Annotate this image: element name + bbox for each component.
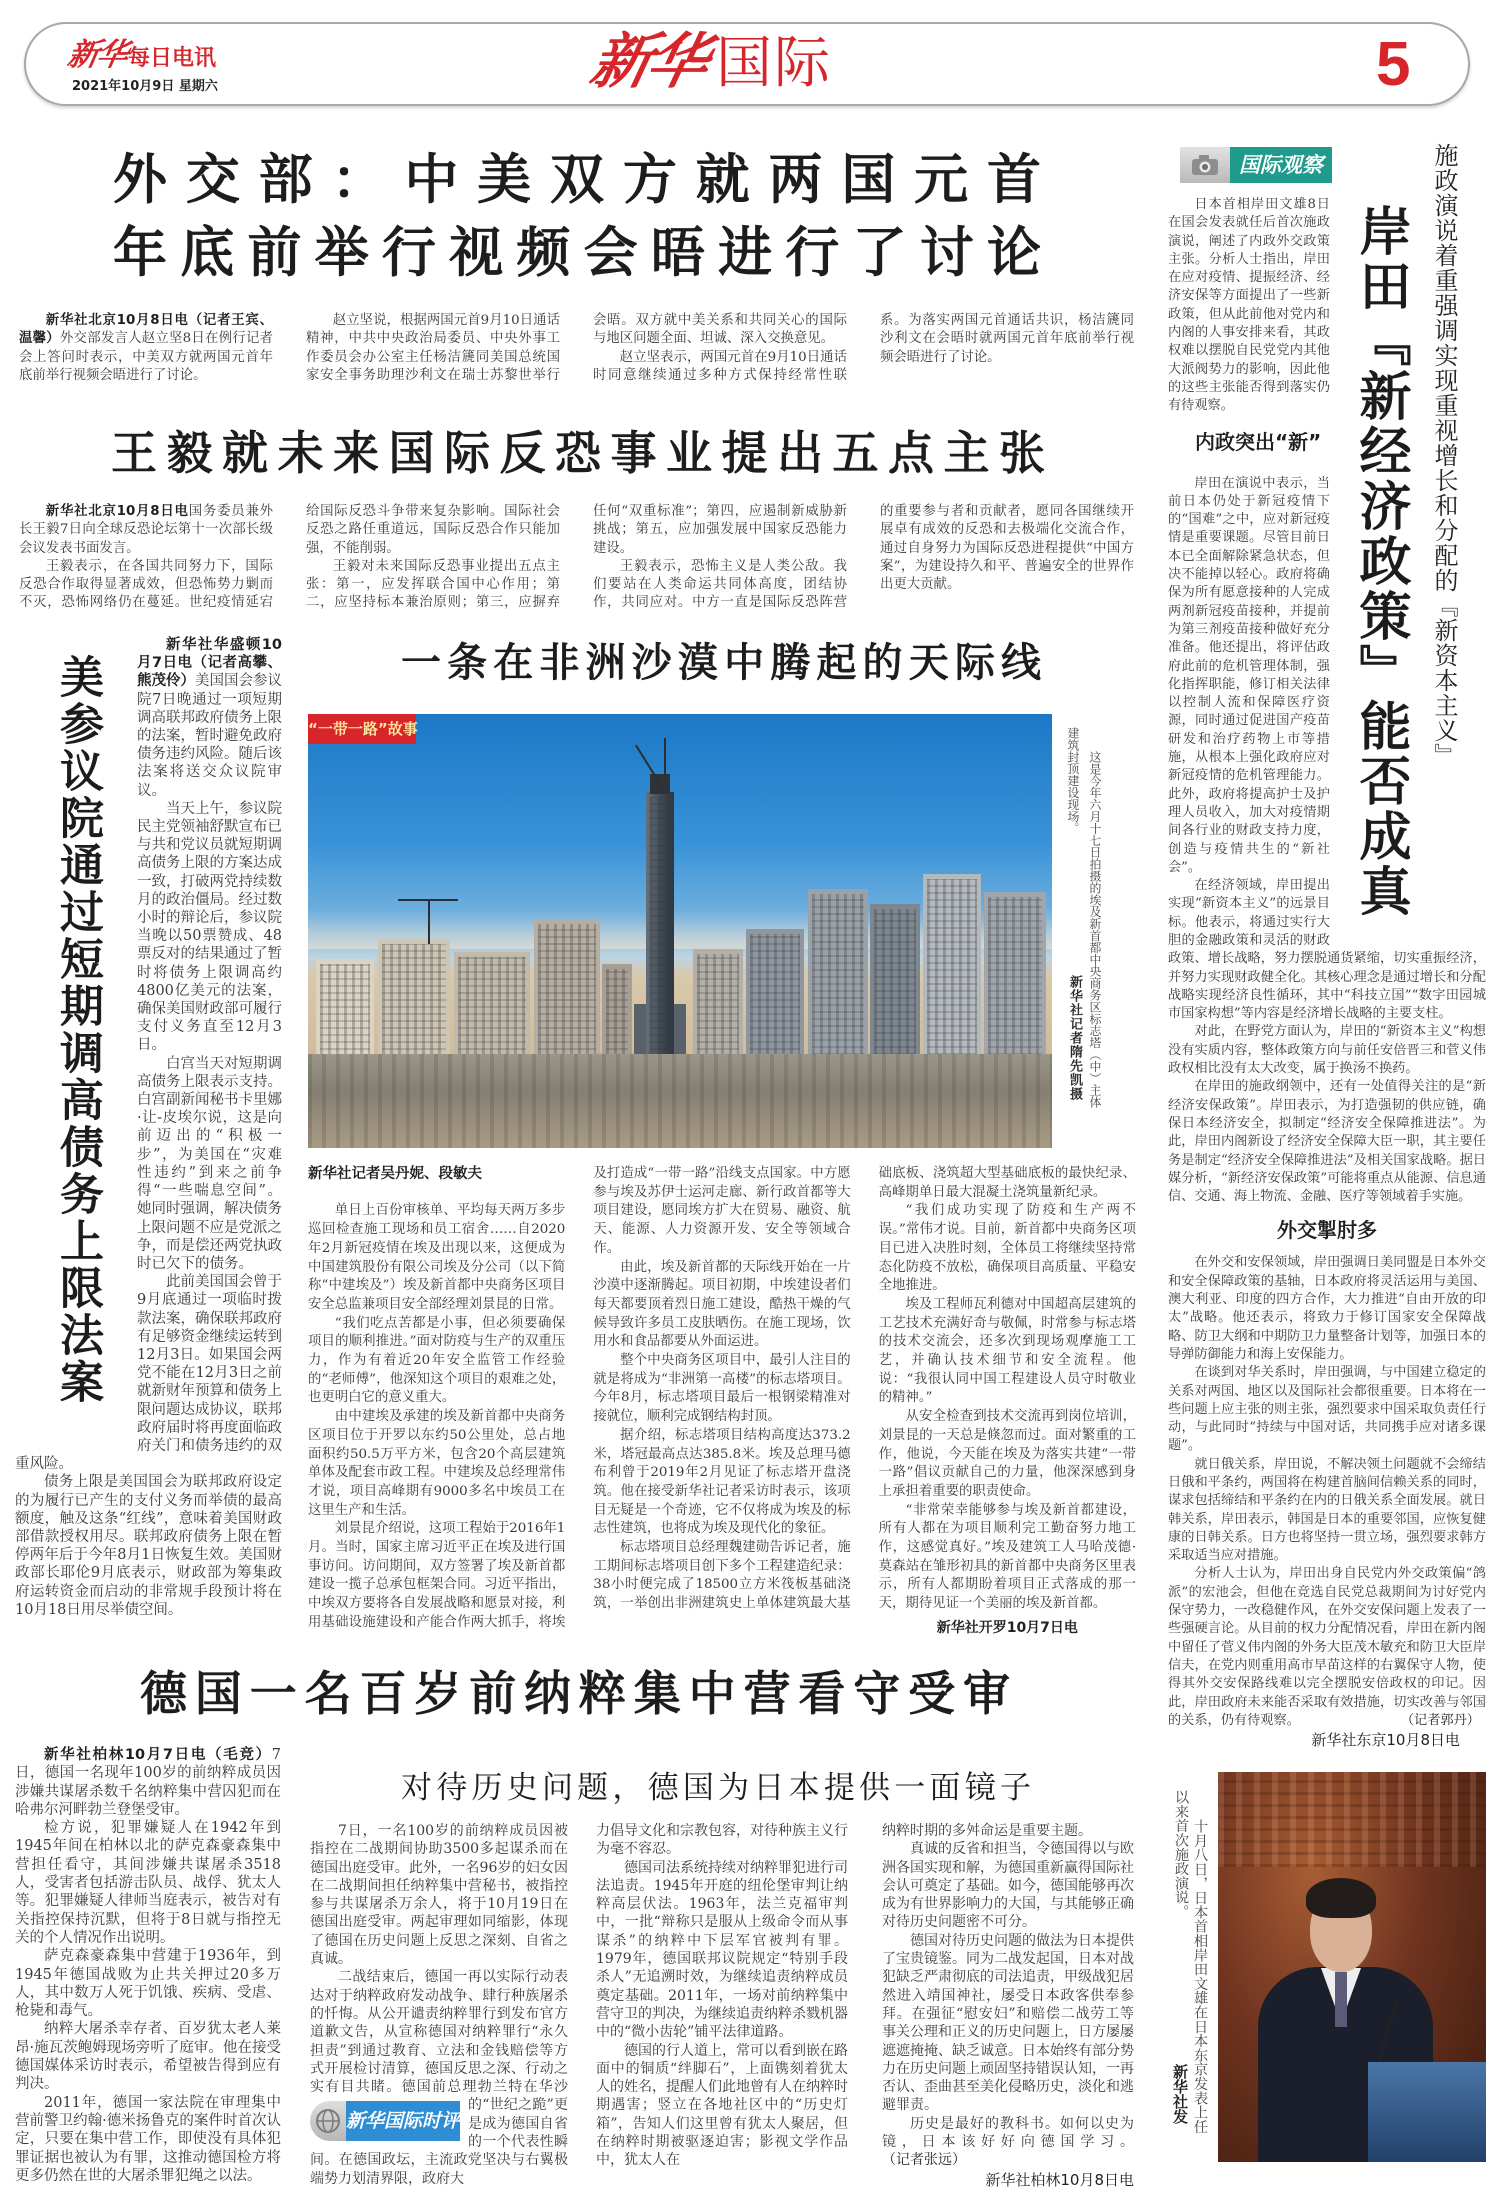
building-shape bbox=[454, 952, 530, 1064]
paragraph bbox=[15, 1746, 281, 1819]
paragraph: 据介绍，标志塔项目结构高度达373.2米，塔冠最高点达385.8米。埃及总理马德布利曾于2019年2月见证了标志塔开盘浇筑。他在接受新华社记者采访时表示，该项目无疑是一个奇迹，它不仅将成为埃及的标志性建筑，也将成为埃及现代化的象征。 bbox=[593, 1427, 851, 1537]
paragraph: 德国的行人道上，常可以看到嵌在路面中的铜质“绊脚石”，上面镌刻着犹太人的姓名，提醒人们此地曾有人在纳粹时期遇害；竖立在各地社区中的“历史灯箱”，告知人们这里曾有犹太人聚居，但在纳粹时期被驱逐迫害；影视文学作品中，犹太人在 bbox=[596, 2042, 848, 2169]
paragraph: 7日，一名100岁的前纳粹成员因被指控在二战期间协助3500多起谋杀而在德国出庭受审。此外，一名96岁的妇女因在二战期间担任纳粹集中营秘书，被指控参与共谋屠杀万余人，将于10月19日在德国出庭受审。两起审理如同缩影，体现了德国在历史问题上反思之深刻、自省之真诚。 bbox=[310, 1823, 568, 1968]
page-number: 5 bbox=[1376, 30, 1411, 99]
building-shape bbox=[746, 929, 804, 1064]
egypt-photo-credit: 新华社记者隋先凯摄 bbox=[1067, 975, 1082, 1101]
paragraph: 白宫当天对短期调高债务上限表示支持。白宫副新闻秘书卡里娜·让-皮埃尔说，这是向前迈出的“积极一步”，为美国在“灾难性违约”到来之前争得“一些喘息空间”。她同时强调，解决债务上限问题不应是党派之争，而是偿还两党执政时已欠下的债务。 bbox=[137, 1055, 282, 1272]
dateline: 新华社开罗10月7日电 bbox=[936, 1619, 1078, 1636]
paragraph: 在外交和安保领域，岸田强调日美同盟是日本外交和安全保障政策的基轴，日本政府将灵活运用与美国、澳大利亚、印度的四方合作，大力推进“自由开放的印太”战略。他还表示，将致力于修订国家安全保障战略、防卫大纲和中期防卫力量整备计划等，加强日本的导弹防御能力和海上安保能力。 bbox=[1168, 1255, 1486, 1362]
masthead bbox=[24, 22, 1470, 106]
paragraph: 此前美国国会曾于9月底通过一项临时拨款法案，确保联邦政府有足够资金继续运转到12月3日。如果国会两党不能在12月3日之前就新财年预算和债务上限问题达成协议，联邦政府届时将再度面临政府关门和债务违约的双重风险。 bbox=[15, 1274, 282, 1473]
necktie bbox=[1335, 1972, 1347, 2027]
commentary-column-1 bbox=[310, 1822, 568, 2188]
iconic-tower bbox=[646, 792, 674, 1064]
paragraph-text: 7日，德国一名现年100岁的前纳粹成员因涉嫌共谋屠杀数千名纳粹集中营囚犯而在哈弗尔河畔勃兰登堡受审。 bbox=[15, 1747, 281, 1818]
kishida-photo-caption: 十月八日，日本首相岸田文雄在日本东京发表上任以来首次施政演说。 bbox=[1173, 1790, 1208, 2134]
dateline: 新华社柏林10月8日电 bbox=[985, 2170, 1134, 2189]
kishida-body bbox=[1168, 196, 1486, 1750]
paragraph-text: 历史是最好的教科书。如何以史为镜，日本该好好向德国学习。 bbox=[882, 2115, 1134, 2151]
issue-date: 2021年10月9日 星期六 bbox=[72, 79, 218, 94]
section-title bbox=[584, 27, 832, 109]
paragraph: 萨克森豪森集中营建于1936年，到1945年德国战败为止共关押过20多万人，其中数万人死于饥饿、疾病、受虐、枪毙和毒气。 bbox=[15, 1948, 281, 2020]
building-shape bbox=[534, 919, 600, 1064]
counter-terrorism-headline bbox=[111, 424, 1045, 482]
germany-trial-headline bbox=[140, 1666, 1010, 1724]
china-us-headline bbox=[113, 143, 1041, 289]
paragraph: 王毅表示，恐怖主义是人类公敌。我们要站在人类命运共同体高度，团结协作，共同应对。中方一直是国际反恐阵营的重要参与者和贡献者，愿同各国继续开展卓有成效的反恐和去极端化交流合作，通过自身努力为国际反恐进程提供“中国方案”，为建设持久和平、普遍安全的世界作出更大贡献。 bbox=[593, 504, 1134, 611]
paragraph bbox=[19, 503, 273, 558]
kishida-speech-photo bbox=[1218, 1772, 1486, 2162]
headline-line: 外交部：中美双方就两国元首 bbox=[113, 147, 1041, 211]
crane-mast bbox=[664, 738, 666, 778]
tower-crown bbox=[650, 774, 670, 794]
us-debt-headline-area bbox=[15, 636, 137, 1438]
paragraph: 埃及工程师瓦利德对中国超高层建筑的工艺技术充满好奇与敬佩，时常参与标志塔的技术交流会，还多次到现场观摩施工工艺，并确认技术细节和安全流程。他说：“我很认同中国工程建设人员守时敬业的精神。” bbox=[878, 1296, 1136, 1406]
building-shape bbox=[693, 949, 743, 1064]
crane-boom bbox=[635, 745, 659, 782]
paragraph: 就日俄关系，岸田说，不解决领土问题就不会缔结日俄和平条约，两国将在构建首脑间信赖关系的同时，谋求包括缔结和平条约在内的日俄关系全面发展。就日韩关系，岸田表示，韩国是日本的重要邻国，应恢复健康的日韩关系。日方也将坚持一贯立场，强烈要求韩方采取适当应对措施。 bbox=[1168, 1456, 1486, 1564]
wood-carving bbox=[1218, 1772, 1486, 1867]
logo-name: 每日电讯 bbox=[128, 45, 217, 71]
section-heading: 内政突出“新” bbox=[1195, 429, 1322, 454]
dateline: 新华社东京10月8日电 bbox=[1311, 1731, 1460, 1750]
watch-badge-label: 国际观察 bbox=[1230, 147, 1332, 183]
us-debt-article bbox=[15, 636, 282, 1619]
paragraph: 真诚的反省和担当，令德国得以与欧洲各国实现和解，为德国重新赢得国际社会认可奠定了基础。如今，德国能够再次成为有世界影响力的大国，与其能够正确对待历史问题密不可分。 bbox=[882, 1841, 1134, 1931]
paragraph: 刘景昆介绍说，这项工程始于2016年1月。当时，国家主席习近平正在埃及进行国事访问。访问期间，双方签署了埃及新首都建设一揽子总承包框架合同。习近平指出，中埃双方要将各自发展战略和愿景对接，利用基础设施建设和产能合作两大抓手，将埃及打造成“一带一路”沿线支点国家。中方愿参与埃及苏伊士运河走廊、新行政首都等大项目建设，愿同埃方扩大在贸易、融资、航天、能源、人力资源开发、安全等领域合作。 bbox=[308, 1166, 851, 1630]
paragraph: 债务上限是美国国会为联邦政府设定的为履行已产生的支付义务而举债的最高额度，触及这条“红线”，意味着美国财政部借款授权用尽。联邦政府债务上限在暂停两年后于今年8月1日恢复生效。美国财政部长耶伦9月底表示，财政部为筹集政府运转资金而启动的非常规手段预计将在10月18日用尽举债空间。 bbox=[15, 1474, 282, 1618]
paragraph: 王毅对未来国际反恐事业提出五点主张：第一，应发挥联合国中心作用；第二，应坚持标本兼治原则；第三，应摒弃任何“双重标准”；第四，应遏制新威胁新挑战；第五，应加强发展中国家反恐能力建设。 bbox=[306, 504, 847, 611]
commentary-badge-label: 新华国际时评 bbox=[346, 2101, 460, 2141]
paragraph: “我们吃点苦都是小事，但必须要确保项目的顺利推进。”面对防疫与生产的双重压力，作为有着近20年安全监管工作经验的“老师傅”，他深知这个项目的艰难之处，也更明白它的意义重大。 bbox=[308, 1315, 566, 1406]
crane-boom bbox=[398, 899, 458, 901]
paragraph: 王毅表示，在各国共同努力下，国际反恐合作取得显著成效，但恐怖势力剿而不灭，恐怖网络仍在蔓延。世纪疫情延宕给国际反恐斗争带来复杂影响。国际社会反恐之路任重道远，国际反恐合作只能加强，不能削弱。 bbox=[19, 504, 560, 611]
headline-float-spacer bbox=[1330, 196, 1486, 932]
egypt-headline bbox=[401, 637, 1041, 689]
paragraph: 单日上百份审核单、平均每天两万多步巡回检查施工现场和员工宿舍……自2020年2月新冠疫情在埃及出现以来，这便成为中国建筑股份有限公司埃及分公司（以下简称“中建埃及”）埃及新首都中央商务区项目安全总监兼项目安全部经理刘景昆的日常。 bbox=[308, 1203, 566, 1312]
belt-road-story-label: “一带一路”故事 bbox=[308, 714, 416, 744]
hair bbox=[1306, 1878, 1376, 1918]
dateline-lead: 新华社华盛顿10月7日电（记者高攀、熊茂伶） bbox=[137, 637, 282, 690]
parag: 赵立坚说，根据两国元首9月10日通话精神，中共中央政治局委员、中央外事工作委员会办公室主任杨洁篪同美国总统国家安全事务助理沙利文在瑞士苏黎世举行会晤。双方就中美关系和共同关心的国际与地区问题全面、坦诚、深入交换意见。 bbox=[306, 313, 847, 383]
paragraph: 赵立坚表示，两国元首在9月10日通话时同意继续通过多种方式保持经常性联系。为落实两国元首通话共识，杨洁篪同沙利文在会晤时就两国元首年底前举行视频会晤进行了讨论。 bbox=[593, 313, 1134, 383]
dateline-lead: 新华社柏林10月7日电（毛竞） bbox=[44, 1747, 272, 1763]
commentary-author: （记者张远） bbox=[882, 2152, 966, 2169]
paragraph: 当天上午，参议院民主党领袖舒默宣布已与共和党议员就短期调高债务上限的方案达成一致，打破两党持续数月的政治僵局。经过数小时的辩论后，参议院当晚以50票赞成、48票反对的结果通过了暂时将债务上限调高约4800亿美元的法案，确保美国财政部可履行支付义务直至12月3日。 bbox=[137, 800, 282, 1054]
germany-trial-body bbox=[15, 1746, 281, 2185]
egypt-body bbox=[308, 1165, 1136, 1638]
us-debt-headline: 美参议院通过短期调高债务上限法案 bbox=[52, 654, 103, 1406]
paragraph: 由此，埃及新首都的天际线开始在一片沙漠中逐渐腾起。项目初期，中埃建设者们每天都要顶着烈日施工建设，酷热干燥的气候导致许多员工皮肤晒伤。在施工现场，饮用水和食品都要从外面运进。 bbox=[593, 1259, 851, 1350]
paragraph: 在经济领域，岸田提出实现“新资本主义”的远景目标。他表示，将通过实行大胆的金融政策和灵活的财政政策、增长战略，努力摆脱通货紧缩，切实重振经济，并努力实现财政健全化。其核心理念是通过增长和分配战略实现经济良性循环，其中“科技立国”“数字田园城市国家构想”等内容是经济增长战略的主要支柱。 bbox=[1168, 878, 1486, 1022]
commentary-column-2 bbox=[596, 1822, 848, 2170]
paragraph: 德国司法系统持续对纳粹罪犯进行司法追责。1945年开庭的纽伦堡审判让纳粹高层伏法。1963年，法兰克福审判中，一批“辩称只是服从上级命令而从事谋杀”的纳粹中下层军官被判有罪。1979年，德国联邦议院规定“特别手段杀人”无追溯时效，为继续追责纳粹成员奠定基础。2011年，一场对前纳粹集中营守卫的判决，为继续追责纳粹杀戮机器中的“微小齿轮”铺平法律道路。 bbox=[596, 1859, 848, 2041]
dateline-lead: 新华社北京10月8日电（记者王宾、温馨） bbox=[19, 313, 273, 347]
paragraph: “非常荣幸能够参与埃及新首都建设，所有人都在为项目顺利完工勤奋努力地工作，这感觉真好。”埃及建筑工人马哈茂德·莫森站在雏形初具的新首都中央商务区里表示，所有人都期盼着项目正式落成的那一天，期待见证一个美丽的埃及新首都。 bbox=[878, 1502, 1136, 1612]
building-shape bbox=[602, 964, 632, 1064]
paragraph: 纳粹大屠杀幸存者、百岁犹太老人莱昂·施瓦茨鲍姆现场旁听了庭审。他在接受德国媒体采访时表示，希望被告得到应有判决。 bbox=[15, 2021, 281, 2093]
paragraph bbox=[19, 312, 273, 385]
paragraph: 二战结束后，德国一再以实际行动表达对于纳粹政府发动战争、肆行种族屠杀的忏悔。从公开谴责纳粹罪行到发布官方道歉文告，从宣称德国对纳粹罪行“永久担责”到通过教育、立法和金钱赔偿等方式开展检讨清算，德国反思之深、行动之实有目共睹。德国前总理勃兰特在华沙的“世纪之跪”更是成为德国自省的一个代表性瞬间。在德国政坛，主流政党坚决与右翼极端势力划清界限，政府大 bbox=[310, 1969, 568, 2187]
building-shape bbox=[378, 939, 450, 1064]
globe-icon bbox=[310, 2101, 346, 2141]
podium bbox=[1368, 2062, 1486, 2162]
paragraph: 对此，在野党方面认为，岸田的“新资本主义”构想没有实质内容，整体政策方向与前任安倍晋三和菅义伟政权相比没有太大改变，属于换汤不换药。 bbox=[1168, 1024, 1486, 1077]
international-watch-badge bbox=[1180, 147, 1332, 183]
headline-line: 德国一名百岁前纳粹集中营看守受审 bbox=[140, 1667, 1010, 1722]
kishida-author: （记者郭丹） bbox=[1400, 1712, 1480, 1728]
section-brand: 新华 bbox=[584, 27, 712, 97]
headline-line: 王毅就未来国际反恐事业提出五点主张 bbox=[111, 426, 1045, 480]
article-authors: 新华社记者吴丹妮、段敏夫 bbox=[308, 1166, 482, 1182]
kishida-headline: 岸田『新经济政策』能否成真 bbox=[1350, 204, 1411, 919]
paragraph: 从安全检查到技术交流再到岗位培训，刘景昆的一天总是倏忽而过。面对繁重的工作，他说，今天能在埃及为落实共建“一带一路”倡议贡献自己的力量，他深深感到身上承担着重要的职责使命。 bbox=[878, 1409, 1136, 1499]
kishida-photo-credit: 新华社发 bbox=[1171, 2064, 1189, 2124]
kishida-subheadline: 施政演说着重强调实现重视增长和分配的『新资本主义』 bbox=[1430, 143, 1458, 768]
building-shape bbox=[316, 959, 374, 1064]
paragraph: 检方说，犯罪嫌疑人在1942年到1945年间在柏林以北的萨克森豪森集中营担任看守，其间涉嫌共谋屠杀3518人，受害者包括游击队员、战俘、犹太人等。犯罪嫌疑人律师当庭表示，被告对有关指控保持沉默，但将于8日就与指控无关的个人情况作出说明。 bbox=[15, 1820, 281, 1946]
paragraph bbox=[882, 2115, 1134, 2170]
paragraph: 日本首相岸田文雄8日在国会发表就任后首次施政演说，阐述了内政外交政策主张。分析人士指出，岸田在应对疫情、提振经济、经济安保等方面提出了一些新政策，但从此前他对党内和内阁的人事安排来看，其政权难以摆脱自民党党内其他大派阀势力的影响，因此他的这些主张能否得到落实仍有待观察。 bbox=[1168, 197, 1330, 414]
construction-foreground bbox=[308, 1054, 1052, 1148]
paragraph: 岸田在演说中表示，当前日本仍处于新冠疫情下的“国难”之中，应对新冠疫情是重要课题。尽管目前日本已全面解除紧急状态，但决不能掉以轻心。政府将确保为所有愿意接种的人完成两剂新冠疫苗接种，并提前为第三剂疫苗接种做好充分准备。他还提出，将评估政府此前的危机管理体制，强化指挥职能，修订相关法律以控制人流和保障医疗资源，同时通过促进国产疫苗研发和治疗药物上市等措施，从根本上强化政府应对新冠疫情的危机管理能力。此外，政府将提高护士及护理人员收入，加大对疫情期间各行业的财政支持力度，创造与疫情共生的“新社会”。 bbox=[1168, 475, 1330, 875]
logo-brand: 新华 bbox=[64, 37, 130, 73]
paragraph: 德国对待历史问题的做法为日本提供了宝贵镜鉴。同为二战发起国，日本对战犯缺乏严肃彻底的司法追责，甲级战犯居然进入靖国神社，屡受日本政客供奉参拜。在强征“慰安妇”和赔偿二战劳工等事关公理和正义的历史问题上，日方屡屡遮遮掩掩、缺乏诚意。日本始终有部分势力在历史问题上顽固坚持错误认知，一再否认、歪曲甚至美化侵略历史，淡化和逃避罪责。 bbox=[882, 1932, 1134, 2114]
section-heading: 外交掣肘多 bbox=[1277, 1218, 1377, 1243]
commentary-column-3 bbox=[882, 1822, 1134, 2190]
china-us-body bbox=[19, 312, 1134, 385]
paragraph: 标志塔项目总经理魏建勋告诉记者，施工期间标志塔项目创下多个工程建造纪录：38小时便完成了18500立方米筏板基础浇筑，一举创出非洲建筑史上单体建筑最大基础底板、浇筑超大型基础底板的最快纪录、高峰期单日最大混凝土浇筑量新纪录。 bbox=[593, 1166, 1136, 1612]
headline-line: 对待历史问题，德国为日本提供一面镜子 bbox=[401, 1770, 1031, 1806]
dateline-lead: 新华社北京10月8日电 bbox=[45, 504, 189, 519]
paragraph-text: 美国国会参议院7日晚通过一项短期调高联邦政府债务上限的法案，暂时避免政府债务违约风险。随后该法案将送交众议院审议。 bbox=[137, 673, 282, 799]
paragraph-text: 分析人士认为，岸田出身自民党内外交政策偏“鸽派”的宏池会，但他在竞选自民党总裁期间为讨好党内保守势力，一改稳健作风，在外交安保问题上发表了一些强硬言论。从目前的权力分配情况看，岸田在新内阁中留任了菅义伟内阁的外务大臣茂木敏充和防卫大臣岸信夫，在党内则重用高市早苗这样的右翼保守人物，使得其外交安保路线难以完全摆脱安倍政权的印记。因此，岸田政府未来能否采取有效措施，切实改善与邻国的关系，仍有待观察。 bbox=[1168, 1566, 1486, 1728]
xinhua-commentary-badge bbox=[310, 2101, 460, 2149]
paragraph: 2011年，德国一家法院在审理集中营前警卫约翰·德米扬鲁克的案件时首次认定，只要在集中营工作，即使没有具体犯罪证据也被认为有罪，这推动德国检方将更多仍然在世的大屠杀罪犯绳之以法。 bbox=[15, 2094, 281, 2184]
counter-terrorism-body bbox=[19, 503, 1134, 613]
paragraph bbox=[1168, 1565, 1486, 1730]
camera-icon bbox=[1180, 147, 1230, 183]
headline-line: 一条在非洲沙漠中腾起的天际线 bbox=[401, 639, 1041, 686]
paragraph: 由中建埃及承建的埃及新首都中央商务区项目位于开罗以东约50公里处，总占地面积约50.5万平方米，包含20个高层建筑单体及配套市政工程。中建埃及总经理常伟才说，项目高峰期有9000多名中埃员工在这里生产和生活。 bbox=[308, 1409, 566, 1518]
commentary-title bbox=[401, 1768, 1031, 1808]
building-shape bbox=[870, 904, 920, 1069]
building-shape bbox=[984, 892, 1046, 1069]
egypt-skyline-photo bbox=[308, 714, 1052, 1148]
egypt-photo-caption: 这是今年六月十七日拍摄的埃及新首都中央商务区标志塔（中）主体建筑封顶建设现场。 bbox=[1066, 727, 1102, 1108]
building-shape bbox=[808, 889, 868, 1069]
paragraph: 在谈到对华关系时，岸田强调，与中国建立稳定的关系对两国、地区以及国际社会都很重要。日本将在一些问题上应主张的则主张，强烈要求中国采取负责任行动，与此同时“持续与中国对话，共同携手应对诸多课题”。 bbox=[1168, 1365, 1486, 1454]
crane-mast bbox=[428, 899, 430, 944]
paragraph: 整个中央商务区项目中，最引人注目的就是将成为“非洲第一高楼”的标志塔项目。今年8月，标志塔项目最后一根钢梁精准对接就位，顺利完成钢结构封顶。 bbox=[593, 1353, 851, 1425]
paper-logo bbox=[64, 37, 217, 77]
paragraph: 力倡导文化和宗教包容，对待种族主义行为毫不容忍。 bbox=[596, 1823, 848, 1858]
paragraph: “我们成功实现了防疫和生产两不误。”常伟才说。目前，新首都中央商务区项目已进入决胜时刻，全体员工将继续坚持常态化防疫不放松，确保项目高质量、平稳安全地推进。 bbox=[878, 1203, 1136, 1294]
headline-line: 年底前举行视频会晤进行了讨论 bbox=[113, 220, 1041, 284]
paragraph-text: 国务委员兼外长王毅7日向全球反恐论坛第十一次部长级会议发表书面发言。 bbox=[19, 504, 274, 556]
paragraph: 在岸田的施政纲领中，还有一处值得关注的是“新经济安保政策”。岸田表示，为打造强韧的供应链，确保日本经济安全，拟制定“经济安全保障推进法”。为此，岸田内阁新设了经济安全保障大臣一职，其主要任务是制定“经济安全保障推进法”及相关国家战略。据日媒分析，“新经济安保政策”可能将重点从能源、信息通信、交通、海上物流、金融、医疗等领域着手实施。 bbox=[1168, 1079, 1486, 1205]
paragraph: 纳粹时期的多舛命运是重要主题。 bbox=[882, 1823, 1092, 1839]
paragraph-text: 外交部发言人赵立坚8日在例行记者会上答问时表示，中美双方就两国元首年底前举行视频会晤进行了讨论。 bbox=[19, 331, 273, 383]
section-name: 国际 bbox=[716, 31, 832, 96]
building-shape bbox=[923, 874, 981, 1069]
